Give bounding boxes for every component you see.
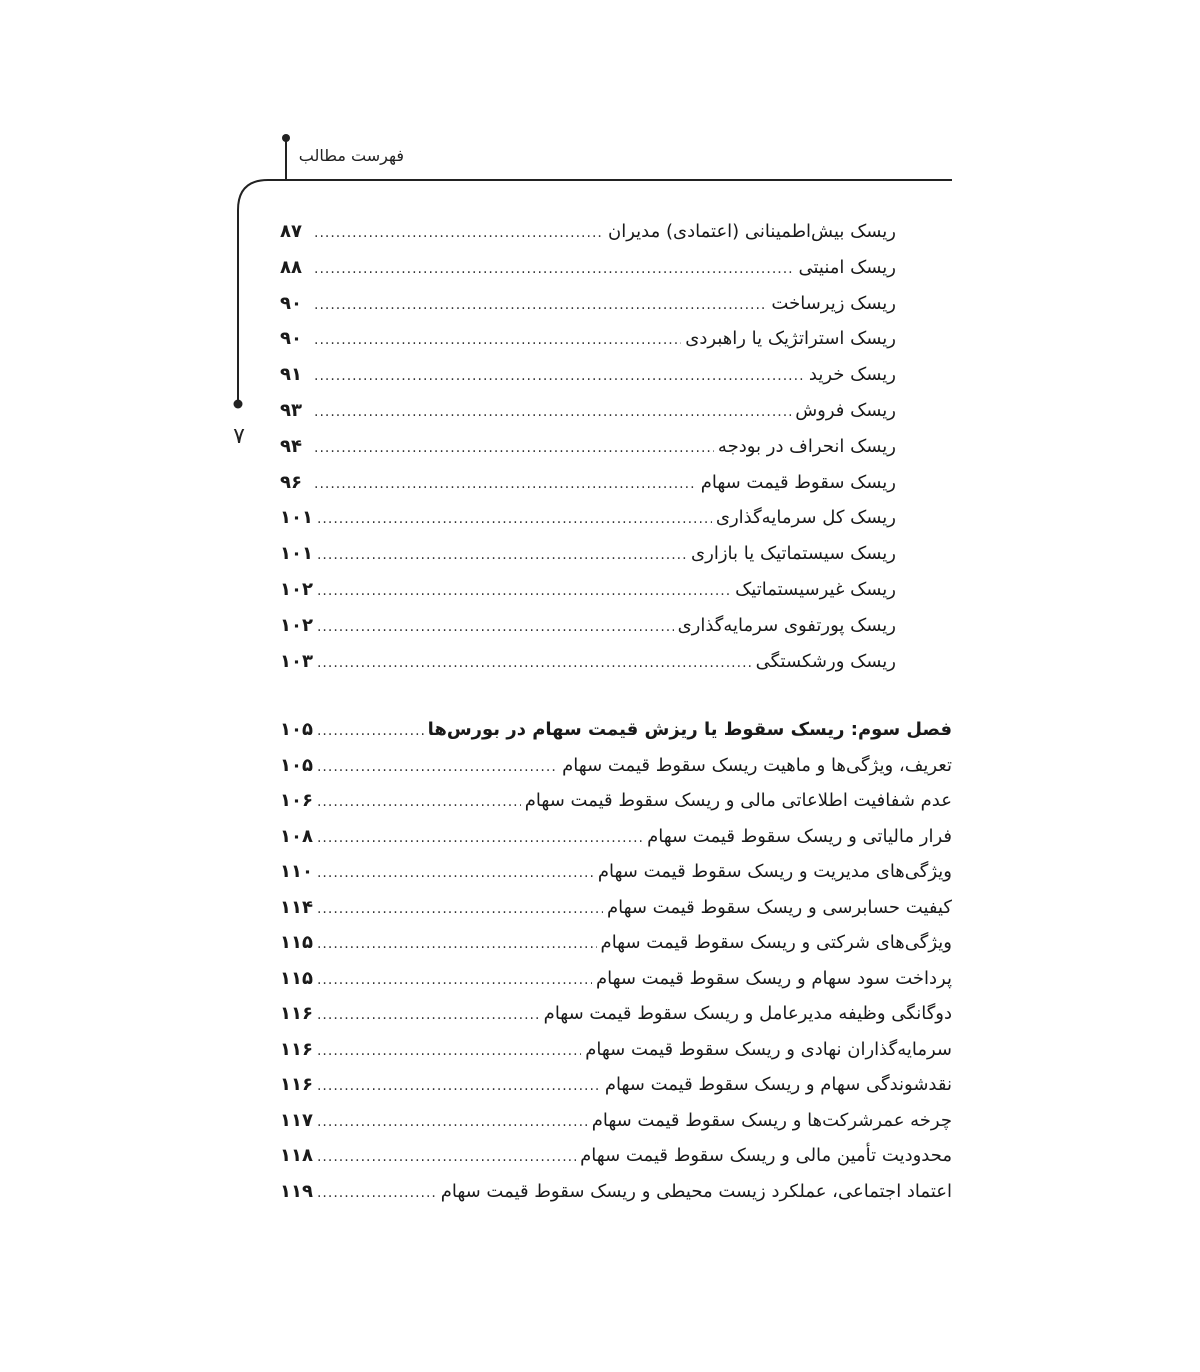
running-header-title: فهرست مطالب [298, 146, 404, 165]
toc-entry-title: ریسک بیش‌اطمینانی (اعتمادی) مدیران [608, 221, 896, 242]
dot-leader [317, 750, 558, 786]
toc-entry-page: ۸۷ [280, 221, 302, 242]
dot-leader [317, 714, 424, 750]
toc-entry [280, 925, 952, 961]
dot-leader [317, 963, 592, 999]
toc-entry-page: ۱۱۸ [280, 1145, 313, 1166]
dot-leader [314, 288, 767, 324]
toc-entry-page: ۱۱۷ [280, 1109, 313, 1131]
dot-leader [317, 1034, 581, 1070]
toc-chapter-heading [280, 712, 952, 748]
toc-entry [280, 500, 896, 536]
toc-entry [280, 748, 952, 784]
toc-entry-page: ۱۰۳ [280, 650, 313, 672]
toc-entry [280, 1032, 952, 1068]
toc-entry [280, 214, 896, 250]
toc-entry [280, 890, 952, 926]
toc-entry-title: ویژگی‌های مدیریت و ریسک سقوط قیمت سهام [597, 861, 952, 882]
dot-leader [317, 610, 674, 646]
chapter-page: ۱۰۵ [280, 719, 313, 740]
dot-leader [314, 395, 791, 431]
margin-dot [234, 400, 243, 409]
toc-entry-title: نقدشوندگی سهام و ریسک سقوط قیمت سهام [604, 1074, 952, 1095]
toc-entry [280, 783, 952, 819]
toc-entry-title: ویژگی‌های شرکتی و ریسک سقوط قیمت سهام [600, 932, 952, 953]
toc-entry-title: ریسک پورتفوی سرمایه‌گذاری [677, 614, 896, 636]
dot-leader [317, 1105, 588, 1141]
toc-entry-title: چرخه عمرشرکت‌ها و ریسک سقوط قیمت سهام [591, 1109, 952, 1131]
dot-leader [317, 502, 712, 538]
toc-entry [280, 1174, 952, 1210]
header-tick-dot [282, 134, 290, 142]
toc-entry-title: ریسک انحراف در بودجه [717, 435, 896, 457]
dot-leader [317, 856, 594, 892]
toc-entry [280, 465, 896, 501]
dot-leader [317, 1069, 601, 1105]
toc-entry-page: ۱۱۶ [280, 1074, 313, 1095]
dot-leader [317, 1176, 437, 1212]
toc-entry-page: ۱۰۸ [280, 825, 313, 847]
dot-leader [317, 785, 521, 821]
toc-entry [280, 536, 896, 572]
toc-entry-page: ۹۴ [280, 435, 302, 457]
dot-leader [314, 323, 681, 359]
toc-entry-title: عدم شفافیت اطلاعاتی مالی و ریسک سقوط قیمت سهام [524, 790, 952, 811]
toc-entry-page: ۹۰ [280, 328, 302, 350]
toc-entry [280, 819, 952, 855]
toc-entry [280, 1067, 952, 1103]
toc-entry-page: ۹۳ [280, 399, 302, 421]
toc-entry-page: ۱۰۶ [280, 790, 313, 811]
toc-subsection-list [280, 214, 896, 679]
toc-entry-page: ۱۱۹ [280, 1180, 313, 1202]
toc-entry-page: ۹۰ [280, 292, 302, 314]
toc-entry-page: ۱۰۱ [280, 543, 313, 565]
toc-entry-title: ریسک استراتژیک یا راهبردی [685, 328, 896, 350]
toc-entry-title: ریسک فروش [795, 399, 896, 421]
toc-entry [280, 996, 952, 1032]
toc-entry-title: ریسک غیرسیستماتیک [735, 578, 896, 600]
page-number: ۷ [233, 424, 245, 449]
toc-entry-page: ۹۱ [280, 364, 302, 386]
dot-leader [314, 216, 604, 252]
toc-entry-title: ریسک ورشکستگی [755, 650, 896, 672]
dot-leader [317, 646, 752, 682]
dot-leader [317, 927, 597, 963]
toc-entry-title: سرمایه‌گذاران نهادی و ریسک سقوط قیمت سهام [585, 1038, 952, 1060]
toc-entry [280, 357, 896, 393]
toc-entry-page: ۱۱۶ [280, 1003, 313, 1024]
toc-entry-page: ۱۱۵ [280, 967, 313, 989]
toc-entry-page: ۱۱۰ [280, 861, 313, 882]
toc-entry [280, 1138, 952, 1174]
toc-entry-page: ۸۸ [280, 256, 302, 278]
dot-leader [317, 574, 731, 610]
toc-entry-page: ۱۰۵ [280, 754, 313, 776]
toc-entry [280, 321, 896, 357]
toc-entry [280, 286, 896, 322]
toc-entry-title: فرار مالیاتی و ریسک سقوط قیمت سهام [647, 825, 952, 847]
toc-entry [280, 1103, 952, 1139]
dot-leader [317, 1140, 576, 1176]
toc-entry-title: محدودیت تأمین مالی و ریسک سقوط قیمت سهام [580, 1145, 952, 1166]
chapter-title: فصل سوم: ریسک سقوط یا ریزش قیمت سهام در بورس‌ها [427, 719, 952, 740]
dot-leader [314, 359, 805, 395]
toc-entry-title: تعریف، ویژگی‌ها و ماهیت ریسک سقوط قیمت سهام [562, 754, 952, 776]
dot-leader [317, 821, 643, 857]
toc-entry [280, 961, 952, 997]
toc-entry [280, 393, 896, 429]
toc-entry [280, 429, 896, 465]
toc-entry-title: ریسک کل سرمایه‌گذاری [715, 507, 896, 529]
dot-leader [314, 431, 714, 467]
toc-entry-title: ریسک زیرساخت [771, 292, 896, 314]
toc-chapter-list [280, 712, 952, 1209]
dot-leader [317, 538, 687, 574]
toc-entry-page: ۹۶ [280, 471, 302, 493]
dot-leader [317, 892, 603, 928]
toc-entry [280, 572, 896, 608]
toc-entry [280, 854, 952, 890]
toc-entry-page: ۱۱۶ [280, 1038, 313, 1060]
margin-curve [238, 180, 268, 404]
toc-entry [280, 608, 896, 644]
toc-entry-title: دوگانگی وظیفه مدیرعامل و ریسک سقوط قیمت سهام [543, 1003, 952, 1024]
toc-entry-title: کیفیت حسابرسی و ریسک سقوط قیمت سهام [606, 896, 952, 918]
toc-entry-page: ۱۱۵ [280, 932, 313, 953]
toc-entry-title: ریسک سقوط قیمت سهام [700, 471, 896, 493]
toc-entry-page: ۱۰۲ [280, 614, 313, 636]
toc-entry-page: ۱۱۴ [280, 896, 313, 918]
toc-entry [280, 644, 896, 680]
toc-entry-title: ریسک سیستماتیک یا بازاری [691, 543, 896, 565]
toc-entry-page: ۱۰۲ [280, 578, 313, 600]
toc-entry-title: ریسک خرید [808, 364, 896, 386]
toc-entry-title: پرداخت سود سهام و ریسک سقوط قیمت سهام [595, 967, 952, 989]
toc-entry [280, 250, 896, 286]
dot-leader [314, 467, 697, 503]
toc-entry-page: ۱۰۱ [280, 507, 313, 529]
dot-leader [317, 998, 540, 1034]
toc-entry-title: اعتماد اجتماعی، عملکرد زیست محیطی و ریسک سقوط قیمت سهام [440, 1180, 952, 1202]
toc-entry-title: ریسک امنیتی [798, 256, 896, 278]
dot-leader [314, 252, 794, 288]
